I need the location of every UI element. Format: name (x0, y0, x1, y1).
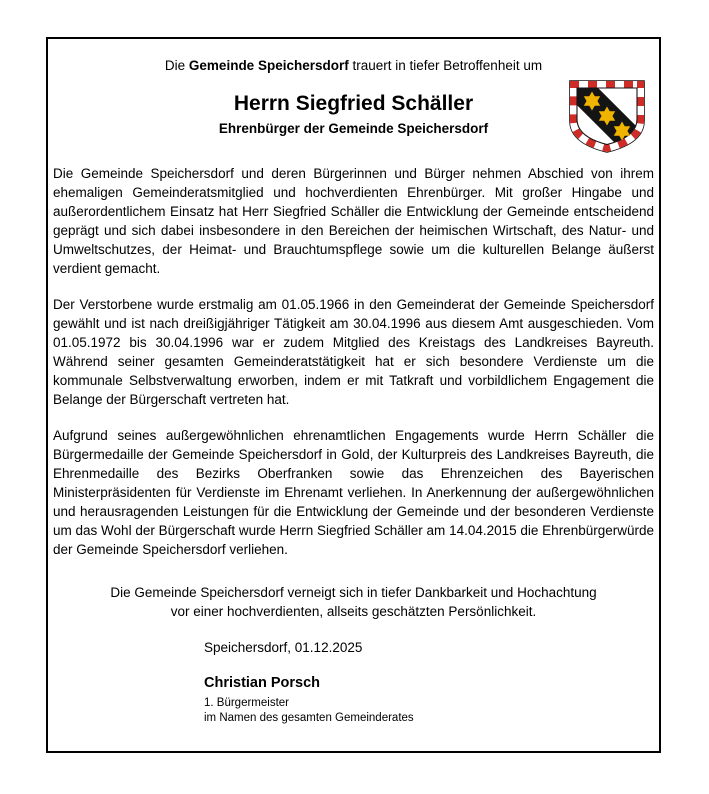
speichersdorf-coat-of-arms (567, 78, 647, 156)
intro-suffix: trauert in tiefer Betroffenheit um (348, 58, 543, 73)
paragraph-laufbahn: Der Verstorbene wurde erstmalig am 01.05.1966 in den Gemeinderat der Gemeinde Speichersdorf gewählt und ist nach dreißigjähriger Tätigkeit am 30.04.1996 aus diesem Amt ausgeschieden. Vom 01.05.1972 bis 30.04.1996 war er zudem Mitglied des Kreistags des Landkreises Bayreuth. Während seiner gesamten Gemeinderatstätigkeit hat er sich besondere Verdienste um die kommunale Selbstverwaltung erworben, indem er mit Tatkraft und vorbildlichem Engagement die Belange der Bürgerschaft vertreten hat. (53, 297, 654, 407)
deceased-name-title: Herrn Siegfried Schäller (233, 92, 474, 115)
closing-line-2: vor einer hochverdienten, allseits geschätzten Persönlichkeit. (170, 604, 537, 619)
coat-of-arms-svg (567, 78, 647, 156)
intro-prefix: Die (164, 58, 189, 73)
honorary-citizen-subtitle: Ehrenbürger der Gemeinde Speichersdorf (218, 121, 489, 136)
signatory-name: Christian Porsch (204, 675, 321, 691)
intro-municipality-bold: Gemeinde Speichersdorf (188, 58, 349, 73)
signatory-role: 1. Bürgermeister (204, 697, 290, 709)
signatory-on-behalf: im Namen des gesamten Gemeinderates (204, 712, 414, 724)
document-border-frame (46, 37, 661, 753)
intro-line (53, 57, 654, 75)
closing-line-1: Die Gemeinde Speichersdorf verneigt sich in tiefer Dankbarkeit und Hochachtung (110, 585, 597, 600)
place-date-line: Speichersdorf, 01.12.2025 (204, 640, 363, 655)
paragraph-abschied: Die Gemeinde Speichersdorf und deren Bürgerinnen und Bürger nehmen Abschied von ihrem ehemaligen Gemeinderatsmitglied und hochverdienten Ehrenbürger. Mit großer Hingabe und außerordentlichem Einsatz hat Herr Siegfried Schäller die Entwicklung der Gemeinde entscheidend geprägt und sich dabei insbesondere in den Bereichen der heimischen Wirtschaft, des Natur- und Umweltschutzes, der Heimat- und Brauchtumspflege sowie um die kulturellen Belange äußerst verdient gemacht. (53, 166, 654, 276)
paragraph-ehrungen: Aufgrund seines außergewöhnlichen ehrenamtlichen Engagements wurde Herrn Schäller die Bürgermedaille der Gemeinde Speichersdorf in Gold, der Kulturpreis des Landkreises Bayreuth, die Ehrenmedaille des Bezirks Oberfranken sowie das Ehrenzeichen des Bayerischen Ministerpräsidenten für Verdienste im Ehrenamt verliehen. In Anerkennung der außergewöhnlichen und herausragenden Leistungen für die Entwicklung der Gemeinde und der besonderen Verdienste um das Wohl der Bürgerschaft wurde Herrn Siegfried Schäller am 14.04.2015 die Ehrenbürgerwürde der Gemeinde Speichersdorf verliehen. (53, 428, 654, 557)
closing-statement (53, 583, 654, 621)
signature-block (204, 638, 654, 726)
